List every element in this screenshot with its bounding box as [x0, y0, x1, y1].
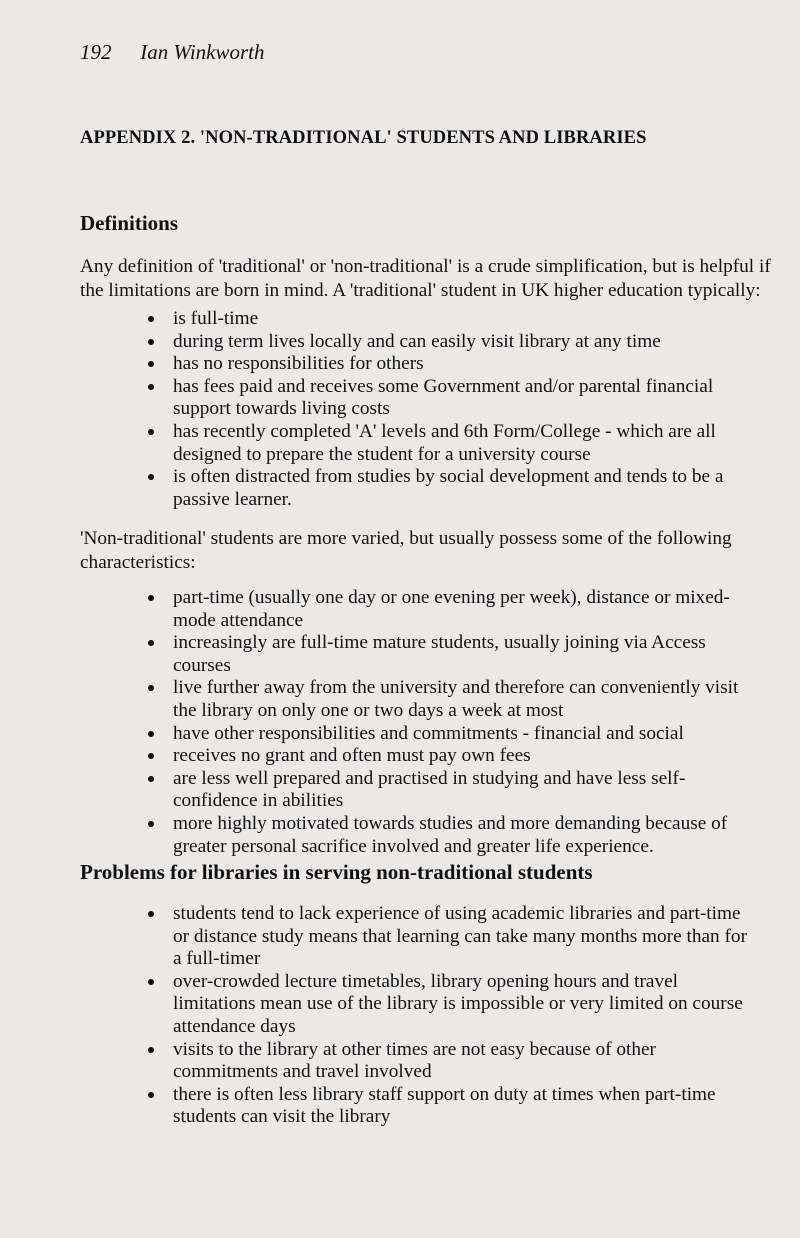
- list-item: [80, 677, 750, 722]
- list-item: [80, 1039, 750, 1084]
- bullet-icon: [148, 361, 154, 367]
- list-item-text: has recently completed 'A' levels and 6th Form/College - which are all designed to prepare the student for a university course: [173, 420, 716, 465]
- problems-list: [80, 903, 750, 1129]
- list-item: [80, 1084, 750, 1129]
- bullet-icon: [148, 1047, 154, 1053]
- bullet-icon: [148, 911, 154, 917]
- list-item-text: visits to the library at other times are not easy because of other commitments and travel involved: [173, 1038, 656, 1083]
- author-name: Ian Winkworth: [140, 40, 265, 64]
- definitions-intro: Any definition of 'traditional' or 'non-traditional' is a crude simplification, but is helpful if the limitations are born in mind. A 'traditional' student in UK higher education typically:: [80, 256, 771, 301]
- list-item: [80, 308, 750, 331]
- bullet-icon: [148, 753, 154, 759]
- list-item: [80, 587, 750, 632]
- page-number: 192: [80, 40, 112, 64]
- list-item-text: there is often less library staff support on duty at times when part-time students can visit the library: [173, 1083, 716, 1128]
- list-item-text: has fees paid and receives some Government and/or parental financial support towards living costs: [173, 375, 714, 420]
- list-item: [80, 353, 750, 376]
- list-item: [80, 466, 750, 511]
- bullet-icon: [148, 384, 154, 390]
- list-item-text: has no responsibilities for others: [173, 353, 424, 375]
- appendix-title: APPENDIX 2. 'NON-TRADITIONAL' STUDENTS AND LIBRARIES: [80, 128, 647, 148]
- list-item: [80, 632, 750, 677]
- bullet-icon: [148, 595, 154, 601]
- list-item-text: live further away from the university and therefore can conveniently visit the library on only one or two days a week at most: [173, 677, 739, 721]
- list-item-text: is often distracted from studies by social development and tends to be a passive learner.: [173, 466, 724, 510]
- list-item: [80, 903, 750, 971]
- list-item-text: receives no grant and often must pay own fees: [173, 745, 531, 767]
- list-item-text: students tend to lack experience of using academic libraries and part-time or distance study means that learning can take many months more than for a full-timer: [173, 903, 747, 970]
- list-item: [80, 745, 750, 768]
- nontraditional-list: [80, 587, 750, 858]
- problems-heading: Problems for libraries in serving non-traditional students: [80, 860, 593, 884]
- bullet-icon: [148, 776, 154, 782]
- definitions-heading: Definitions: [80, 211, 179, 235]
- bullet-icon: [148, 821, 154, 827]
- list-item-text: over-crowded lecture timetables, library opening hours and travel limitations mean use of the library is impossible or very limited on course attendance days: [173, 970, 743, 1037]
- bullet-icon: [148, 685, 154, 691]
- traditional-list: [80, 308, 750, 511]
- list-item: [80, 813, 750, 858]
- list-item: [80, 421, 750, 466]
- list-item-text: are less well prepared and practised in studying and have less self-confidence in abilities: [173, 767, 686, 812]
- list-item: [80, 331, 750, 354]
- bullet-icon: [148, 731, 154, 737]
- bullet-icon: [148, 474, 154, 480]
- bullet-icon: [148, 1092, 154, 1098]
- running-head: [80, 40, 265, 65]
- bullet-icon: [148, 316, 154, 322]
- bullet-icon: [148, 339, 154, 345]
- list-item: [80, 376, 750, 421]
- bullet-icon: [148, 640, 154, 646]
- bullet-icon: [148, 429, 154, 435]
- list-item-text: have other responsibilities and commitments - financial and social: [173, 722, 684, 744]
- list-item-text: is full-time: [173, 308, 259, 329]
- nontraditional-intro: 'Non-traditional' students are more varied, but usually possess some of the following characteristics:: [80, 528, 732, 573]
- list-item-text: part-time (usually one day or one evening per week), distance or mixed-mode attendance: [173, 587, 730, 631]
- list-item-text: increasingly are full-time mature students, usually joining via Access courses: [173, 632, 706, 676]
- list-item-text: more highly motivated towards studies and more demanding because of greater personal sacrifice involved and greater life experience.: [173, 812, 728, 857]
- bullet-icon: [148, 979, 154, 985]
- list-item-text: during term lives locally and can easily visit library at any time: [173, 330, 661, 352]
- list-item: [80, 971, 750, 1039]
- list-item: [80, 768, 750, 813]
- list-item: [80, 723, 750, 746]
